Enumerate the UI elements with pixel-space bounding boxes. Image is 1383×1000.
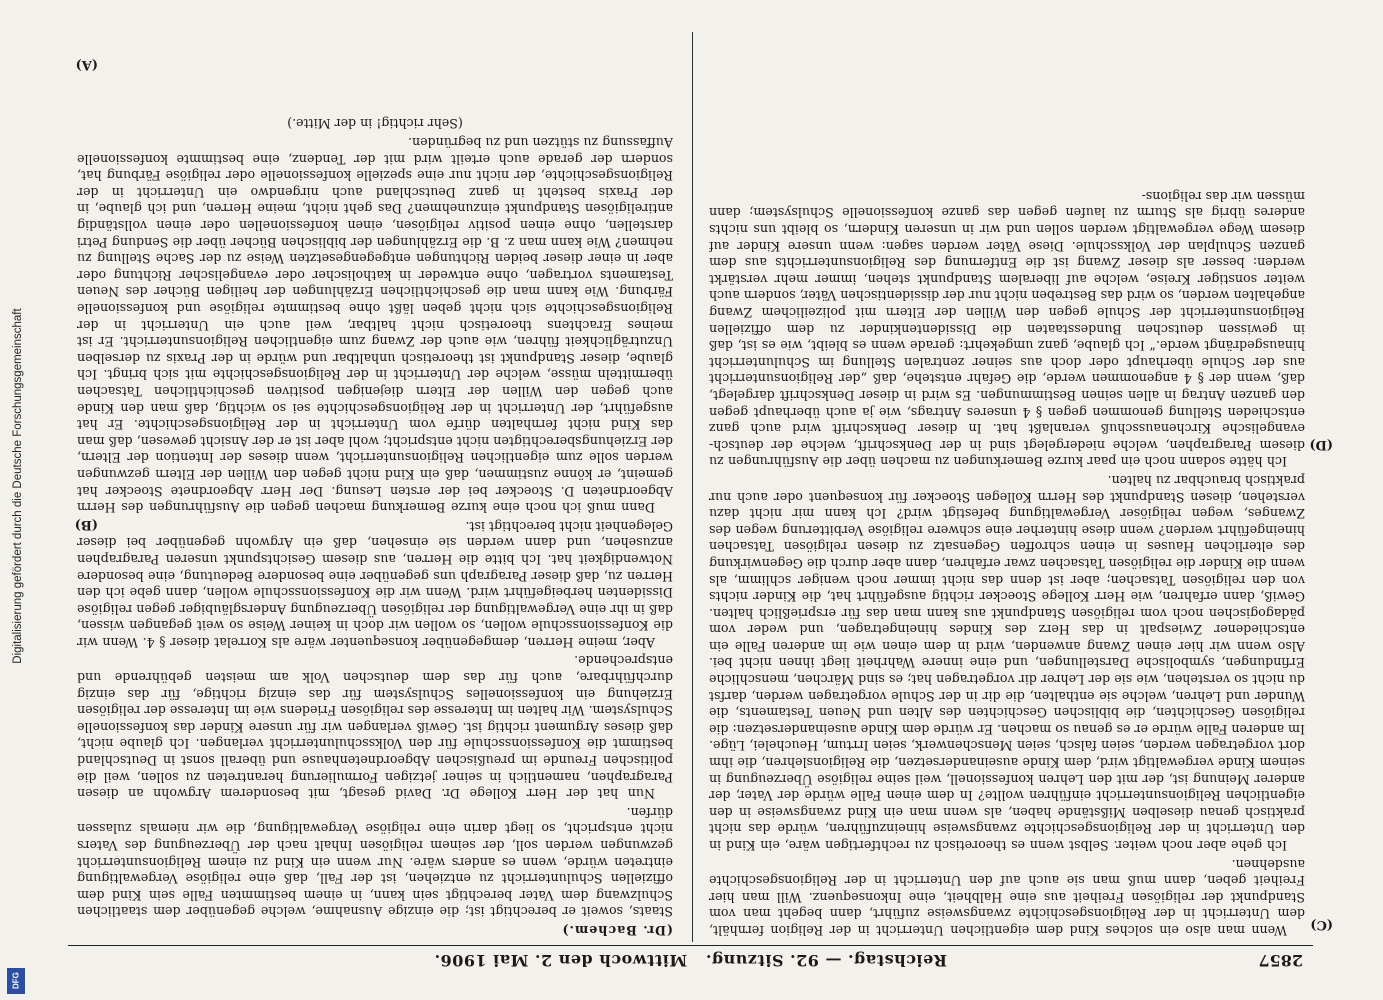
session-title: Reichstag. — 92. Sitzung. (705, 951, 947, 970)
page-body (68, 22, 1333, 972)
page-header (68, 945, 1313, 972)
scan-credit-text: Digitalisierung gefördert durch die Deutsche Forschungsgemeinschaft (12, 308, 24, 664)
margin-marker-d: (D) (1309, 437, 1333, 452)
paragraph: Wenn man also ein solches Kind dem eigentlichen Unterricht in der Religion fernhält, dem Unterricht in der Religionsgeschichte zwangsweise zuführt, dann begeht man vom Standpunkt der religiösen Freiheit aus eine Halbheit, eine Inkonsequenz. Will man hier Freiheit geben, dann muß man sie auch auf den Unterricht in der Religionsgeschichte ausdehnen. (709, 856, 1305, 938)
text-column-right (709, 30, 1305, 938)
dfg-logo-icon: DFG (7, 968, 25, 994)
text-column-left (74, 30, 673, 938)
session-date: Mittwoch den 2. Mai 1906. (434, 951, 688, 970)
margin-marker-a: (A) (75, 57, 98, 72)
running-title (68, 951, 1313, 970)
applause-note: (Sehr richtig! in der Mitte.) (287, 116, 463, 132)
paragraph: Aber, meine Herren, demgegenüber konsequenter wäre als Korrelat dieser § 4. Wenn wir die Konfessionsschule wollen, so wollen wir doch in keiner Weise so weit gegangen wissen, daß in ihr eine Vergewaltigung der religiösen Überzeugung Andersgläubiger gegen religiöse Dissidenten herbeigeführt wird. Wenn wir die Konfessionsschule wollen, dann gebe ich den Herren zu, daß dieser Paragraph uns gegenüber eine besondere Bedeutung, eine besondere Notwendigkeit hat. Ich bitte die Herren, aus diesem Gesichtspunkt unseren Paragraphen anzusehen, und dann werden sie einsehen, daß ein Argwohn gegenüber bei dieser Gelegenheit nicht berechtigt ist. (77, 518, 673, 650)
scan-credit-strip (6, 0, 26, 1000)
paragraph: Ich gehe aber noch weiter. Selbst wenn es theoretisch zu rechtfertigen wäre, ein Kind in den Unterricht in der Religionsgeschichte zwangsweise hineinzuführen, würde das nicht praktisch genau dieselben Mißstände haben, als wenn man ein Kind zwangsweise in den eigentlichen Religionsunterricht einführen wollte? In dem einen Falle würde der Vater, der anderer Meinung ist, der mit den Lehren konfessionell, weil seine religiöse Überzeugung in seinem Kinde vergewaltigt wird, dem Kinde auseinandersetzen, die Religionslehren, die ihm dort vorgetragen werden, seien falsch, seien Menschenwerk, seien Irrtum, Heuchelei, Lüge. Im anderen Falle würde er es genau so machen. Er würde dem Kinde auseinandersetzen: die religiösen Geschichten, die biblischen Geschichten des Alten und Neuen Testaments, die Wunder und Lehren, welche sie enthalten, die dir in der Schule vorgetragen werden, darfst du nicht so verstehen, wie sie der Lehrer dir vorgetragen hat; es sind Märchen, menschliche Erfindungen, symbolische Darstellungen, und eine innere Wahrheit liegt ihnen nicht bei. Also wenn wir hier einen Zwang anwenden, wird in dem einen wie im anderen Falle ein entschiedener Zwiespalt in das Herz des Kindes hineingetragen, und weder vom pädagogischen noch vom religiösen Standpunkt aus kann man das für ersprießlich halten. Gewiß, dann erfahren, wie Herr Kollege Stoecker richtig ausgeführt hat, die Kinder nichts von den religiösen Tatsachen; aber ist denn das nicht immer noch weniger schlimm, als wenn die Kinder die religiösen Tatsachen zwar erfahren, dann aber durch die Gegenwirkung des elterlichen Hauses in einen schroffen Gegensatz zu diesen religiösen Tatsachen hineingeführt werden? wenn diese hinterher eine schwere religiöse Verbitterung wegen des Zwanges, wegen religiöser Vergewaltigung befestigt wird? Ich kann mir nicht dazu verstehen, diesen Standpunkt des Herrn Kollegen Stoecker für konsequent oder auch nur praktisch brauchbar zu halten. (709, 472, 1305, 854)
paragraph: Ich hätte sodann noch ein paar kurze Bemerkungen zu machen über die Ausführungen zu diesem Paragraphen, welche niedergelegt sind in der Denkschrift, welche der deutsch-evangelische Kirchenausschuß veranlaßt hat. In dieser Denkschrift wird auch ganz entschieden Stellung genommen gegen § 4 unseres Antrags, wie ja auch überhaupt gegen den ganzen Antrag in allen seinen Bestimmungen. Es wird in dieser Denkschrift dargelegt, daß, wenn der § 4 angenommen werde, die Gefahr entstehe, daß „der Religionsunterricht aus der Schule überhaupt oder doch aus seiner zentralen Stellung im Schulunterricht hinausgedrängt werde.“ Ich glaube, ganz umgekehrt: gerade wenn es bleibt, wie es ist, daß in gewissen deutschen Bundesstaaten die Dissidentenkinder zu dem offiziellen Religionsunterricht der Schule gegen den Willen der Eltern mit polizeilichem Zwang angehalten werden, so wird das Bestreben nicht nur der dissidentischen Väter, sondern auch weiter sonstiger Kreise, welche auf liberalem Standpunkt stehen, immer mehr verstärkt werden: besser als dieser Zwang ist die Entfernung des Religionsunterrichts aus dem ganzen Schulplan der Volksschule. Diese Väter werden sagen: wenn unsere Kinder auf diesem Wege vergewaltigt werden sollen und wir in unseren Kindern, so bleibt uns nichts anderes übrig als Sturm zu laufen gegen das ganze konfessionelle Schulsystem; dann müssen wir das religions- (709, 188, 1305, 470)
margin-marker-c: (C) (1310, 917, 1333, 932)
paragraph: Staats, soweit er berechtigt ist; die einzige Ausnahme, welche gegenüber dem staatlichen Schulzwang dem Vater berechtigt sein kann, in einem bestimmten Falle sein Kind dem offiziellen Schulunterricht zu entziehen, ist der Fall, daß eine religiöse Vergewaltigung eintreten würde, wenn es anders wäre. Nur wenn ein Kind zu einem Religionsunterricht gezwungen werden soll, der seinem religiösen Inhalt nach der Überzeugung des Vaters nicht entspricht, so liegt darin eine religiöse Vergewaltigung, die wir niemals zulassen dürfen. (77, 804, 673, 920)
speaker-line: (Dr. Bachem.) (561, 923, 673, 938)
column-divider (692, 32, 693, 942)
paragraph: Dann muß ich noch eine kurze Bemerkung machen gegen die Ausführungen des Herrn Abgeordneten D. Stoecker bei der ersten Lesung. Der Herr Abgeordnete Stoecker hat gemeint, er könne zustimmen, daß ein Kind nicht gegen den Willen der Eltern gezwungen werden solle zum eigentlichen Religionsunterricht, wenn dieses der Intention der Eltern, der Erziehungsberechtigten nicht entspricht; wohl aber ist er der Ansicht gewesen, daß man das Kind nicht fernhalten dürfe vom Unterricht in der Religionsgeschichte. Er hat ausgeführt, der Unterricht in der Religionsgeschichte sei so wichtig, daß man den Kinde auch gegen den Willen der Eltern diejenigen positiven geschichtlichen Tatsachen übermitteln müsse, welche der Unterricht in der Religionsgeschichte mit sich bringt. Ich glaube, dieser Standpunkt ist theoretisch unhaltbar und würde in der Praxis zu derselben Unzuträglichkeit führen, wie auch der Zwang zum eigentlichen Religionsunterricht. Er ist meines Erachtens theoretisch nicht haltbar, weil auch ein Unterricht in der Religionsgeschichte sich nicht geben läßt ohne bestimmte religiöse und konfessionelle Färbung. Wie kann man die geschichtlichen Erzählungen der heiligen Bücher des Neuen Testaments vortragen, ohne entweder in katholischer oder evangelischer Richtung oder aber in einer dieser beiden Richtungen entgegengesetzten Weise zu der Sache Stellung zu nehmen? Wie kann man z. B. die Erzählungen der biblischen Bücher über die Sendung Petri darstellen, ohne einen positiv religiösen, einen konfessionellen oder einen vollständig antireligiösen Standpunkt einzunehmen? Das geht nicht, meine Herren, und ich glaube, in der Praxis besteht in ganz Deutschland auch nirgendwo ein Unterricht in der Religionsgeschichte, der nicht nur eine spezielle konfessionelle oder religiöse Färbung hat, sondern der gerade auch erteilt wird mit der Tendenz, eine bestimmte konfessionelle Auffassung zu stützen und zu begründen. (77, 135, 673, 516)
paragraph: Nun hat der Herr Kollege Dr. David gesagt, mit besonderem Argwohn an diesen Paragraphen, namentlich in seiner jetzigen Formulierung herantreten zu sollen, weil die politischen Freunde im preußischen Abgeordnetenhause und überall sonst in Deutschland bestimmt die Konfessionsschule für den Volksschulunterricht verlangen. Ich glaube nicht, daß dieses Argument richtig ist. Gewiß verlangen wir für unsere Kinder das konfessionelle Schulsystem. Wir halten im Interesse des religiösen Friedens wie im Interesse der religiösen Erziehung ein konfessionelles Schulsystem für das einzig richtige, für das einzig durchführbare, auch für das dem deutschen Volk am meisten gebührende und entsprechende. (77, 653, 673, 802)
margin-marker-b: (B) (74, 517, 98, 532)
page-number: 2857 (1258, 951, 1303, 970)
